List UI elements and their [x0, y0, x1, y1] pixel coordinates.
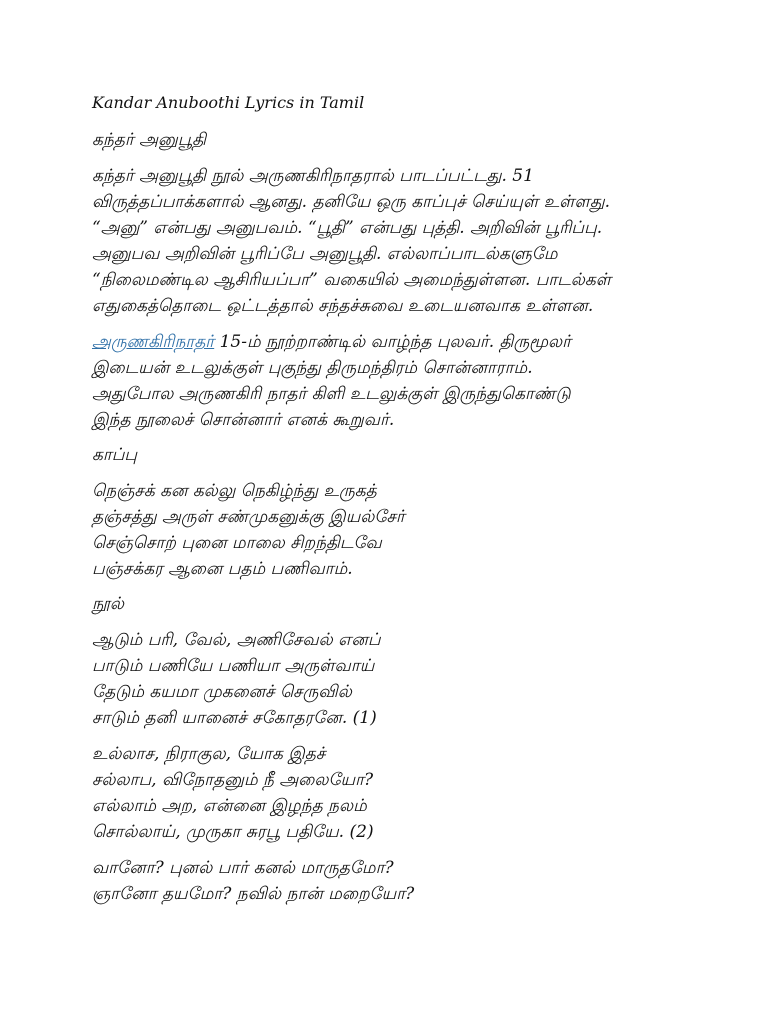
intro-line: கந்தர் அனுபூதி நூல் அருணகிரிநாதரால் பாடப்பட்டது. 51: [92, 166, 534, 186]
verse-line: பாடும் பணியே பணியா அருள்வாய்: [92, 656, 375, 676]
intro-line: “நிலைமண்டில ஆசிரியப்பா” வகையில் அமைந்துள்ளன. பாடல்கள்: [92, 270, 612, 290]
intro-line: எதுகைத்தொடை ஒட்டத்தால் சந்தச்சுவை உடையனவாக உள்ளன.: [92, 296, 594, 316]
verse-line: எல்லாம் அற, என்னை இழந்த நலம்: [92, 796, 367, 816]
kappu-verse: [92, 478, 708, 582]
verse-line: உல்லாச, நிராகுல, யோக இதச்: [92, 744, 326, 764]
verse-line: வானோ? புனல் பார் கனல் மாருதமோ?: [92, 858, 394, 878]
intro-paragraph: [92, 163, 708, 319]
verse-line: சல்லாப, விநோதனும் நீ அலையோ?: [92, 770, 374, 790]
verse-line: சாடும் தனி யானைச் சகோதரனே. (1): [92, 708, 377, 728]
author-line: அதுபோல அருணகிரி நாதர் கிளி உடலுக்குள் இருந்துகொண்டு: [92, 384, 571, 404]
document-title: Kandar Anuboothi Lyrics in Tamil: [92, 93, 365, 112]
verse-line: நெஞ்சக் கன கல்லு நெகிழ்ந்து உருகத்: [92, 481, 377, 501]
verse-line: ஞானோ தயமோ? நவில் நான் மறையோ?: [92, 884, 415, 904]
kappu-heading: காப்பு: [92, 445, 138, 465]
verse-line: செஞ்சொற் புனை மாலை சிறந்திடவே: [92, 533, 382, 553]
verse-line: தேடும் கயமா முகனைச் செருவில்: [92, 682, 352, 702]
intro-line: “அனு” என்பது அனுபவம். “பூதி” என்பது புத்தி. அறிவின் பூரிப்பு.: [92, 218, 603, 238]
verse-2: [92, 741, 708, 845]
author-link[interactable]: அருணகிரிநாதர்: [92, 332, 215, 352]
verse-line: தஞ்சத்து அருள் சண்முகனுக்கு இயல்சேர்: [92, 507, 405, 527]
intro-line: அனுபவ அறிவின் பூரிப்பே அனுபூதி. எல்லாப்பாடல்களுமே: [92, 244, 558, 264]
author-line: இந்த நூலைச் சொன்னார் எனக் கூறுவர்.: [92, 410, 395, 430]
author-line: இடையன் உடலுக்குள் புகுந்து திருமந்திரம் சொன்னாராம்.: [92, 358, 533, 378]
nool-heading: நூல்: [92, 594, 124, 614]
verse-line: சொல்லாய், முருகா சுரபூ பதியே. (2): [92, 822, 374, 842]
intro-line: விருத்தப்பாக்களால் ஆனது. தனியே ஒரு காப்புச் செய்யுள் உள்ளது.: [92, 192, 610, 212]
verse-line: ஆடும் பரி, வேல், அணிசேவல் எனப்: [92, 630, 381, 650]
verse-line: பஞ்சக்கர ஆனை பதம் பணிவாம்.: [92, 559, 353, 579]
author-first-line: [92, 329, 708, 355]
verse-3: [92, 855, 708, 907]
verse-1: [92, 627, 708, 731]
author-paragraph: [92, 329, 708, 433]
section-heading-kandar-anuboothi: கந்தர் அனுபூதி: [92, 130, 207, 150]
author-line-text: 15-ம் நூற்றாண்டில் வாழ்ந்த புலவர். திருமூலர்: [214, 332, 572, 352]
